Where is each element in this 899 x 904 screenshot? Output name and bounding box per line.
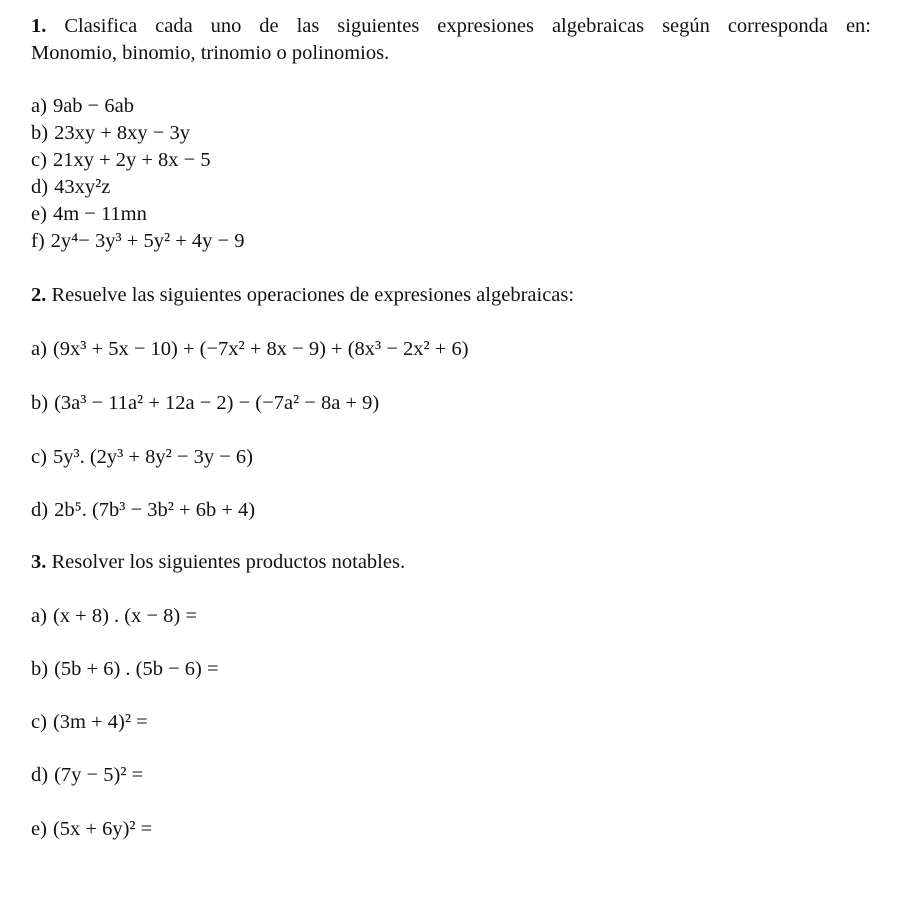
section2-heading bbox=[31, 283, 574, 307]
section1-instruction-line2: Monomio, binomio, trinomio o polinomios. bbox=[31, 42, 390, 64]
item-expression: 2y⁴− 3y³ + 5y² + 4y − 9 bbox=[50, 230, 245, 252]
section2-item-c bbox=[31, 445, 253, 469]
section1-instruction-line1: Clasifica cada uno de las siguientes expresiones algebraicas según corresponda en: bbox=[64, 15, 871, 37]
item-expression: 21xy + 2y + 8x − 5 bbox=[52, 149, 211, 171]
section1-number: 1. bbox=[31, 15, 47, 37]
item-expression: 4m − 11mn bbox=[52, 203, 147, 225]
item-label: a) bbox=[31, 605, 47, 627]
item-label: b) bbox=[31, 392, 49, 414]
item-expression: 9ab − 6ab bbox=[52, 95, 134, 117]
section1-item-d bbox=[31, 175, 110, 199]
item-expression: (5x + 6y)² = bbox=[52, 818, 153, 840]
section3-heading bbox=[31, 550, 405, 574]
item-label: a) bbox=[31, 95, 47, 117]
section1-item-b bbox=[31, 121, 190, 145]
item-expression: (5b + 6) . (5b − 6) = bbox=[54, 658, 219, 680]
item-label: e) bbox=[31, 203, 47, 225]
item-expression: (3m + 4)² = bbox=[52, 711, 148, 733]
item-label: f) bbox=[31, 230, 45, 252]
section3-item-c bbox=[31, 710, 148, 734]
item-label: b) bbox=[31, 658, 49, 680]
item-label: e) bbox=[31, 818, 47, 840]
section2-item-b bbox=[31, 391, 379, 415]
item-label: d) bbox=[31, 176, 49, 198]
item-label: c) bbox=[31, 149, 47, 171]
item-label: d) bbox=[31, 499, 49, 521]
section1-item-e bbox=[31, 202, 147, 226]
section3-number: 3. bbox=[31, 551, 47, 573]
section2-item-a bbox=[31, 337, 469, 361]
item-expression: 43xy²z bbox=[54, 176, 111, 198]
item-expression: 5y³. (2y³ + 8y² − 3y − 6) bbox=[52, 446, 253, 468]
section3-item-d bbox=[31, 763, 143, 787]
section3-instruction: Resolver los siguientes productos notables. bbox=[51, 551, 406, 573]
section3-item-a bbox=[31, 604, 197, 628]
section1-item-f bbox=[31, 229, 244, 253]
item-expression: (x + 8) . (x − 8) = bbox=[52, 605, 197, 627]
section1-item-a bbox=[31, 94, 134, 118]
section3-item-e bbox=[31, 817, 152, 841]
section1-item-c bbox=[31, 148, 211, 172]
item-label: a) bbox=[31, 338, 47, 360]
item-expression: (9x³ + 5x − 10) + (−7x² + 8x − 9) + (8x³ − 2x² + 6) bbox=[52, 338, 469, 360]
item-expression: (3a³ − 11a² + 12a − 2) − (−7a² − 8a + 9) bbox=[54, 392, 380, 414]
item-label: b) bbox=[31, 122, 49, 144]
item-label: c) bbox=[31, 446, 47, 468]
section3-item-b bbox=[31, 657, 219, 681]
section2-instruction: Resuelve las siguientes operaciones de expresiones algebraicas: bbox=[51, 284, 575, 306]
item-expression: 2b⁵. (7b³ − 3b² + 6b + 4) bbox=[54, 499, 256, 521]
item-label: c) bbox=[31, 711, 47, 733]
section1-heading bbox=[31, 14, 871, 38]
item-expression: 23xy + 8xy − 3y bbox=[54, 122, 190, 144]
section2-number: 2. bbox=[31, 284, 47, 306]
item-label: d) bbox=[31, 764, 49, 786]
section2-item-d bbox=[31, 498, 255, 522]
item-expression: (7y − 5)² = bbox=[54, 764, 144, 786]
